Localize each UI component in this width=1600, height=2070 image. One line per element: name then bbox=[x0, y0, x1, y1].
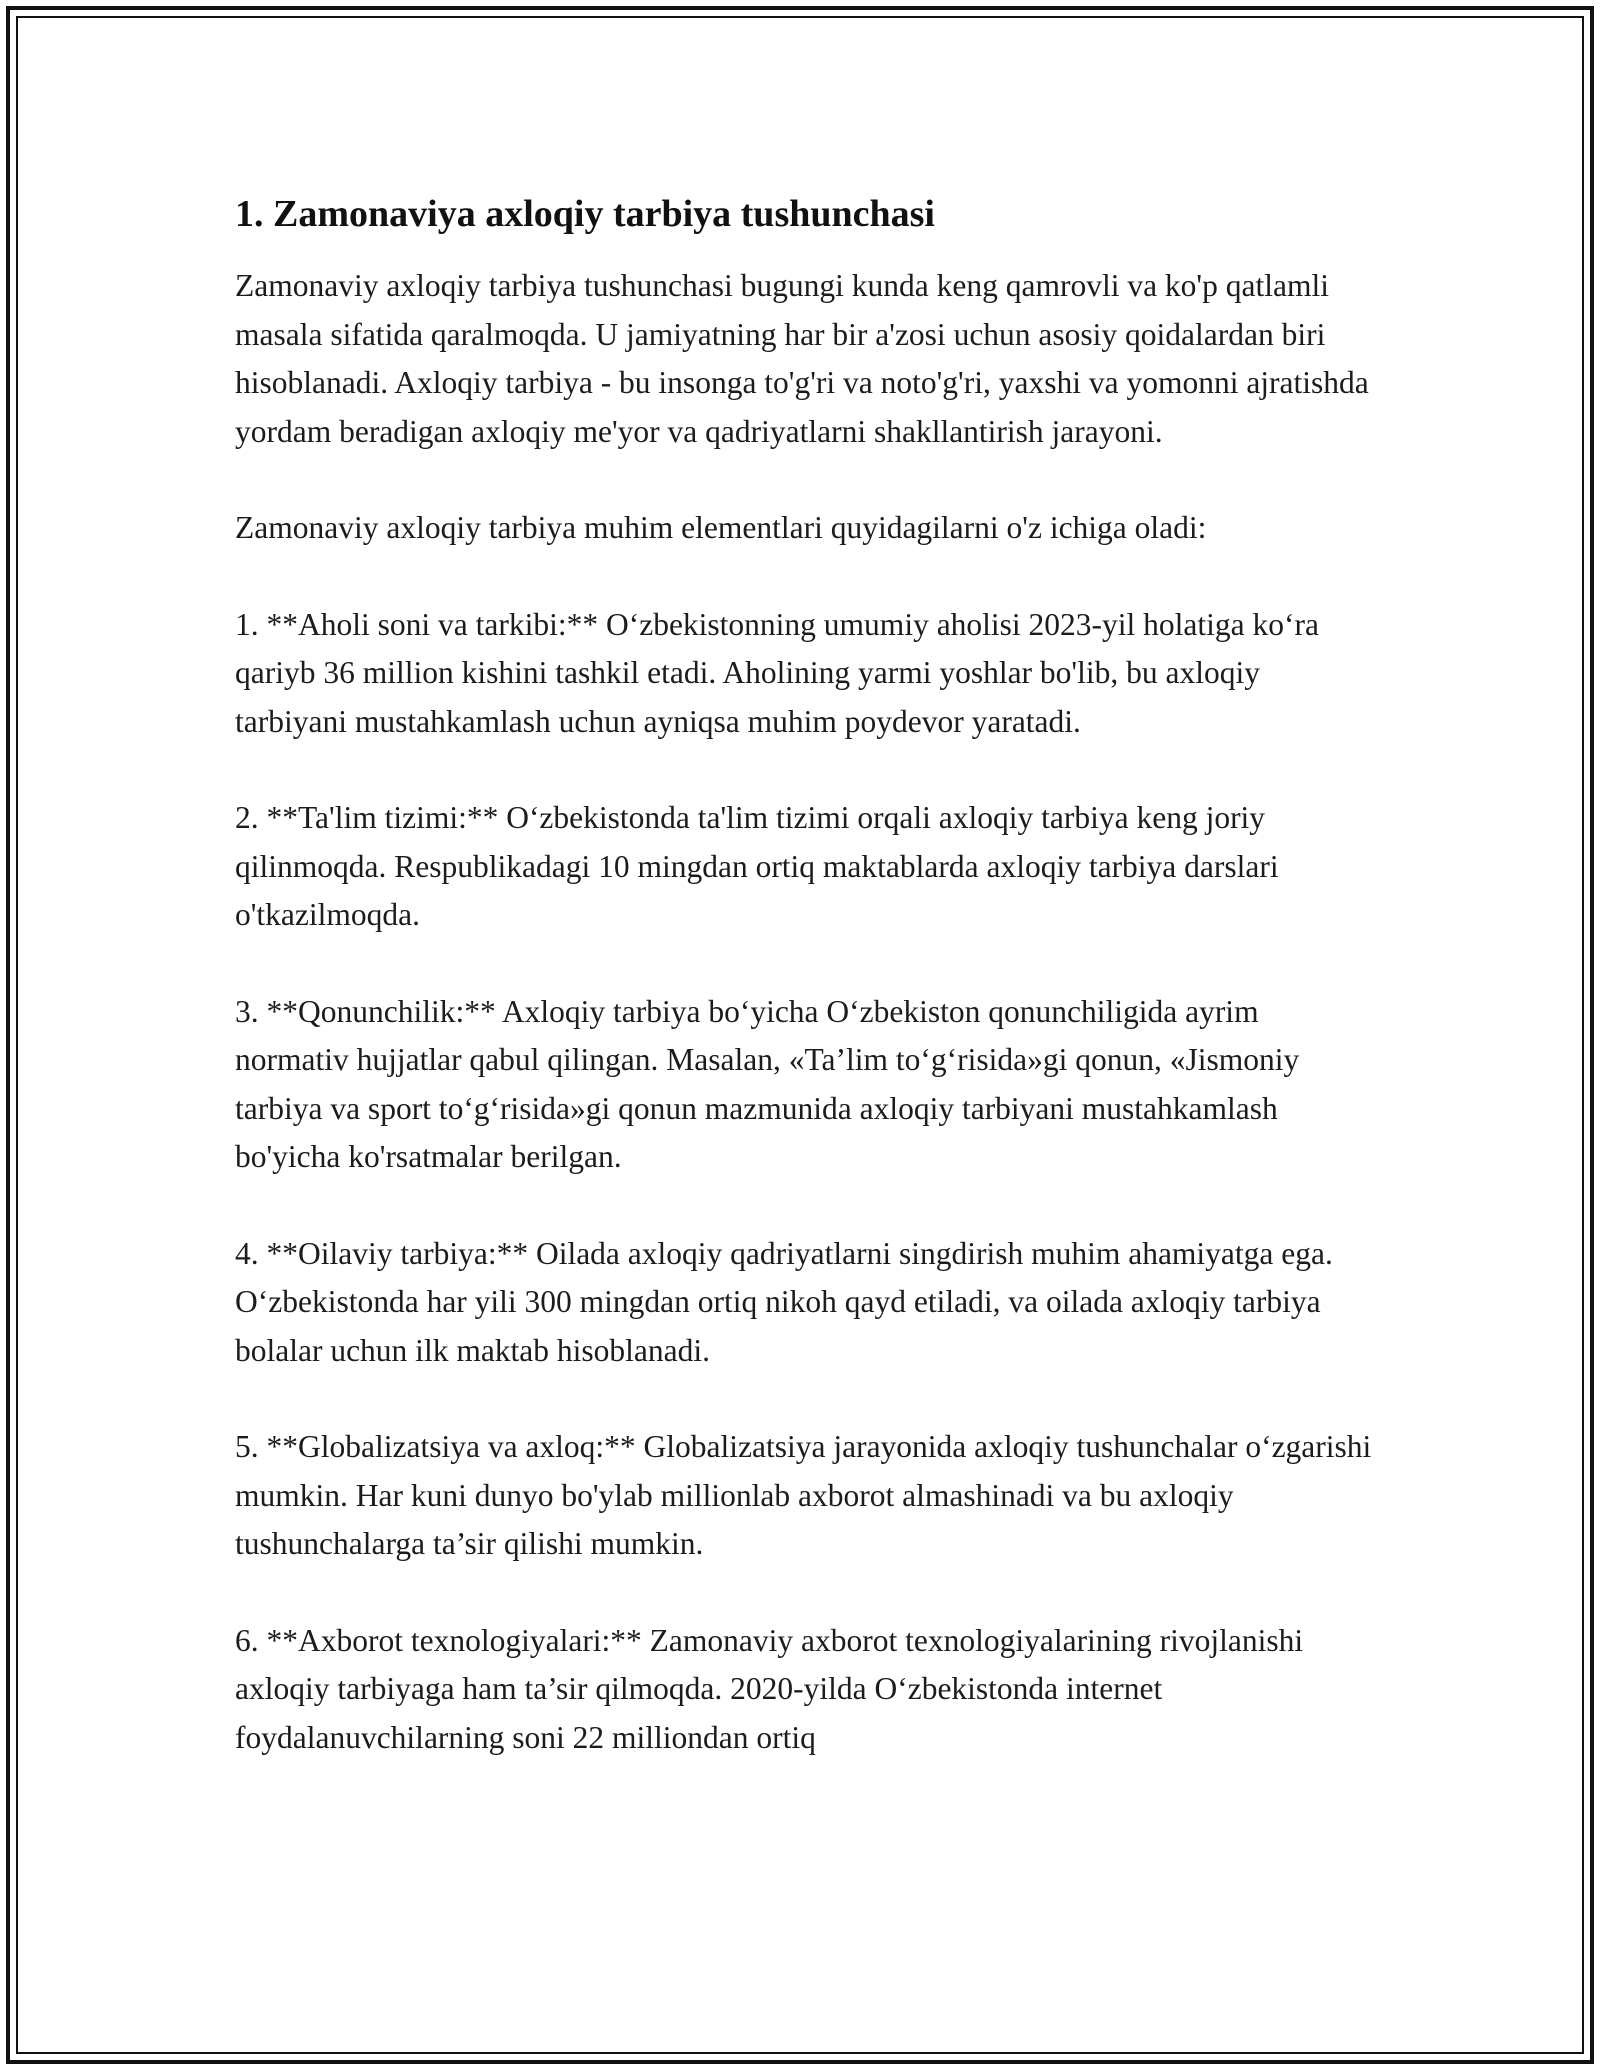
list-item-family: 4. **Oilaviy tarbiya:** Oilada axloqiy qadriyatlarni singdirish muhim ahamiyatga ega. O‘zbekistonda har yili 300 mingdan ortiq nikoh qayd etiladi, va oilada axloqiy tarbiya bolalar uchun ilk maktab hisoblanadi. bbox=[235, 1235, 1333, 1368]
list-item-population: 1. **Aholi soni va tarkibi:** O‘zbekistonning umumiy aholisi 2023-yil holatiga ko‘ra qariyb 36 million kishini tashkil etadi. Aholining yarmi yoshlar bo'lib, bu axloqiy tarbiyani mustahkamlash uchun ayniqsa muhim poydevor yaratadi. bbox=[235, 606, 1319, 739]
list-item-education: 2. **Ta'lim tizimi:** O‘zbekistonda ta'lim tizimi orqali axloqiy tarbiya keng joriy qilinmoqda. Respublikadagi 10 mingdan ortiq maktablarda axloqiy tarbiya darslari o'tkazilmoqda. bbox=[235, 800, 1279, 932]
section-heading: 1. Zamonaviya axloqiy tarbiya tushunchasi bbox=[235, 193, 935, 235]
list-item-it: 6. **Axborot texnologiyalari:** Zamonaviy axborot texnologiyalarining rivojlanishi axloqiy tarbiyaga ham ta’sir qilmoqda. 2020-yilda O‘zbekistonda internet foydalanuvchilarning soni 22 milliondan ortiq bbox=[235, 1622, 1304, 1755]
document-page bbox=[235, 188, 1375, 1810]
elements-intro-paragraph: Zamonaviy axloqiy tarbiya muhim elementlari quyidagilarni o'z ichiga oladi: bbox=[235, 510, 1207, 545]
list-item-legislation: 3. **Qonunchilik:** Axloqiy tarbiya bo‘yicha O‘zbekiston qonunchiligida ayrim normativ hujjatlar qabul qilingan. Masalan, «Ta’lim to‘g‘risida»gi qonun, «Jismoniy tarbiya va sport to‘g‘risida»gi qonun mazmunida axloqiy tarbiyani mustahkamlash bo'yicha ko'rsatmalar berilgan. bbox=[235, 993, 1300, 1174]
list-item-globalization: 5. **Globalizatsiya va axloq:** Globalizatsiya jarayonida axloqiy tushunchalar o‘zgarishi mumkin. Har kuni dunyo bo'ylab millionlab axborot almashinadi va bu axloqiy tushunchalarga ta’sir qilishi mumkin. bbox=[235, 1429, 1372, 1561]
intro-paragraph: Zamonaviy axloqiy tarbiya tushunchasi bugungi kunda keng qamrovli va ko'p qatlamli masala sifatida qaralmoqda. U jamiyatning har bir a'zosi uchun asosiy qoidalardan biri hisoblanadi. Axloqiy tarbiya - bu insonga to'g'ri va noto'g'ri, yaxshi va yomonni ajratishda yordam beradigan axloqiy me'yor va qadriyatlarni shakllantirish jarayoni. bbox=[235, 268, 1369, 449]
